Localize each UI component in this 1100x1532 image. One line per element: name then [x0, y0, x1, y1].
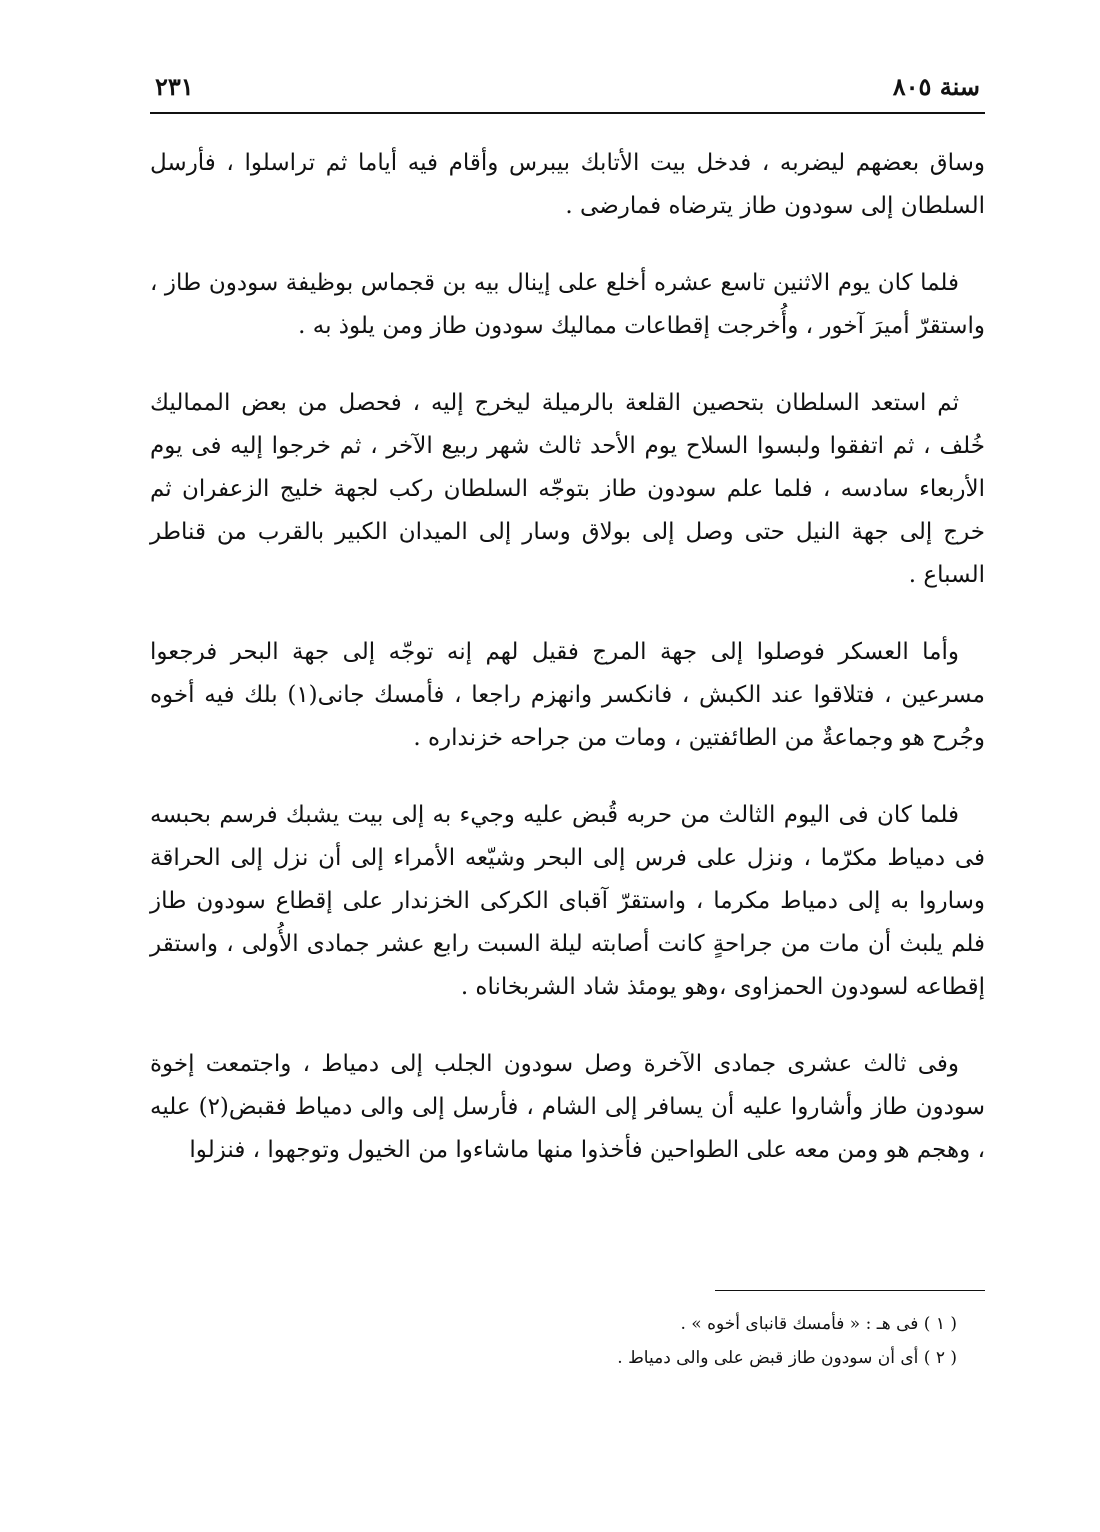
footnotes [150, 1290, 985, 1375]
footnote-divider [715, 1290, 985, 1291]
paragraph-2: فلما كان يوم الاثنين تاسع عشره أخلع على إينال بيه بن قجماس بوظيفة سودون طاز ، واستقرّ أميرَ آخور ، وأُخرجت إقطاعات مماليك سودون طاز ومن يلوذ به . [150, 270, 985, 339]
paragraph-1: وساق بعضهم ليضربه ، فدخل بيت الأتابك بيبرس وأقام فيه أياما ثم تراسلوا ، فأرسل السلطان إلى سودون طاز يترضاه فمارضى . [150, 150, 985, 219]
paragraph-6: وفى ثالث عشرى جمادى الآخرة وصل سودون الجلب إلى دمياط ، واجتمعت إخوة سودون طاز وأشاروا عليه أن يسافر إلى الشام ، فأرسل إلى والى دمياط فقبض(٢) عليه ، وهجم هو ومن معه على الطواحين فأخذوا منها ماشاءوا من الخيول وتوجهوا ، فنزلوا [150, 1051, 985, 1163]
footnote-2: ( ٢ ) أى أن سودون طاز قبض على والى دمياط . [617, 1348, 957, 1368]
paragraph-3: ثم استعد السلطان بتحصين القلعة بالرميلة ليخرج إليه ، فحصل من بعض المماليك خُلف ، ثم اتفقوا ولبسوا السلاح يوم الأحد ثالث شهر ربيع الآخر ، ثم خرجوا إليه فى يوم الأربعاء سادسه ، فلما علم سودون طاز بتوجّه السلطان ركب لجهة خليج الزعفران ثم خرج إلى جهة النيل حتى وصل إلى بولاق وسار إلى الميدان الكبير بالقرب من قناطر السباع . [150, 390, 985, 588]
paragraph-5: فلما كان فى اليوم الثالث من حربه قُبض عليه وجيء به إلى بيت يشبك فرسم بحبسه فى دمياط مكرّما ، ونزل على فرس إلى البحر وشيّعه الأمراء إلى أن نزل إلى الحراقة وساروا به إلى دمياط مكرما ، واستقرّ آقباى الكركى الخزندار على إقطاع سودون طاز فلم يلبث أن مات من جراحةٍ كانت أصابته ليلة السبت رابع عشر جمادى الأُولى ، واستقر إقطاعه لسودون الحمزاوى ،وهو يومئذ شاد الشربخاناه . [150, 802, 985, 1000]
page-number: ٢٣١ [155, 72, 194, 101]
page-body [150, 142, 985, 1172]
footnote-1: ( ١ ) فى هـ : « فأمسك قانباى أخوه » . [680, 1314, 957, 1334]
book-page [150, 70, 985, 1206]
paragraph-4: وأما العسكر فوصلوا إلى جهة المرج فقيل لهم إنه توجّه إلى جهة البحر فرجعوا مسرعين ، فتلاقوا عند الكبش ، فانكسر وانهزم راجعا ، فأمسك جانى(١) بلك فيه أخوه وجُرح هو وجماعةٌ من الطائفتين ، ومات من جراحه خزنداره . [150, 639, 985, 751]
running-header [150, 70, 985, 114]
header-year-label: سنة ٨٠٥ [892, 72, 980, 101]
